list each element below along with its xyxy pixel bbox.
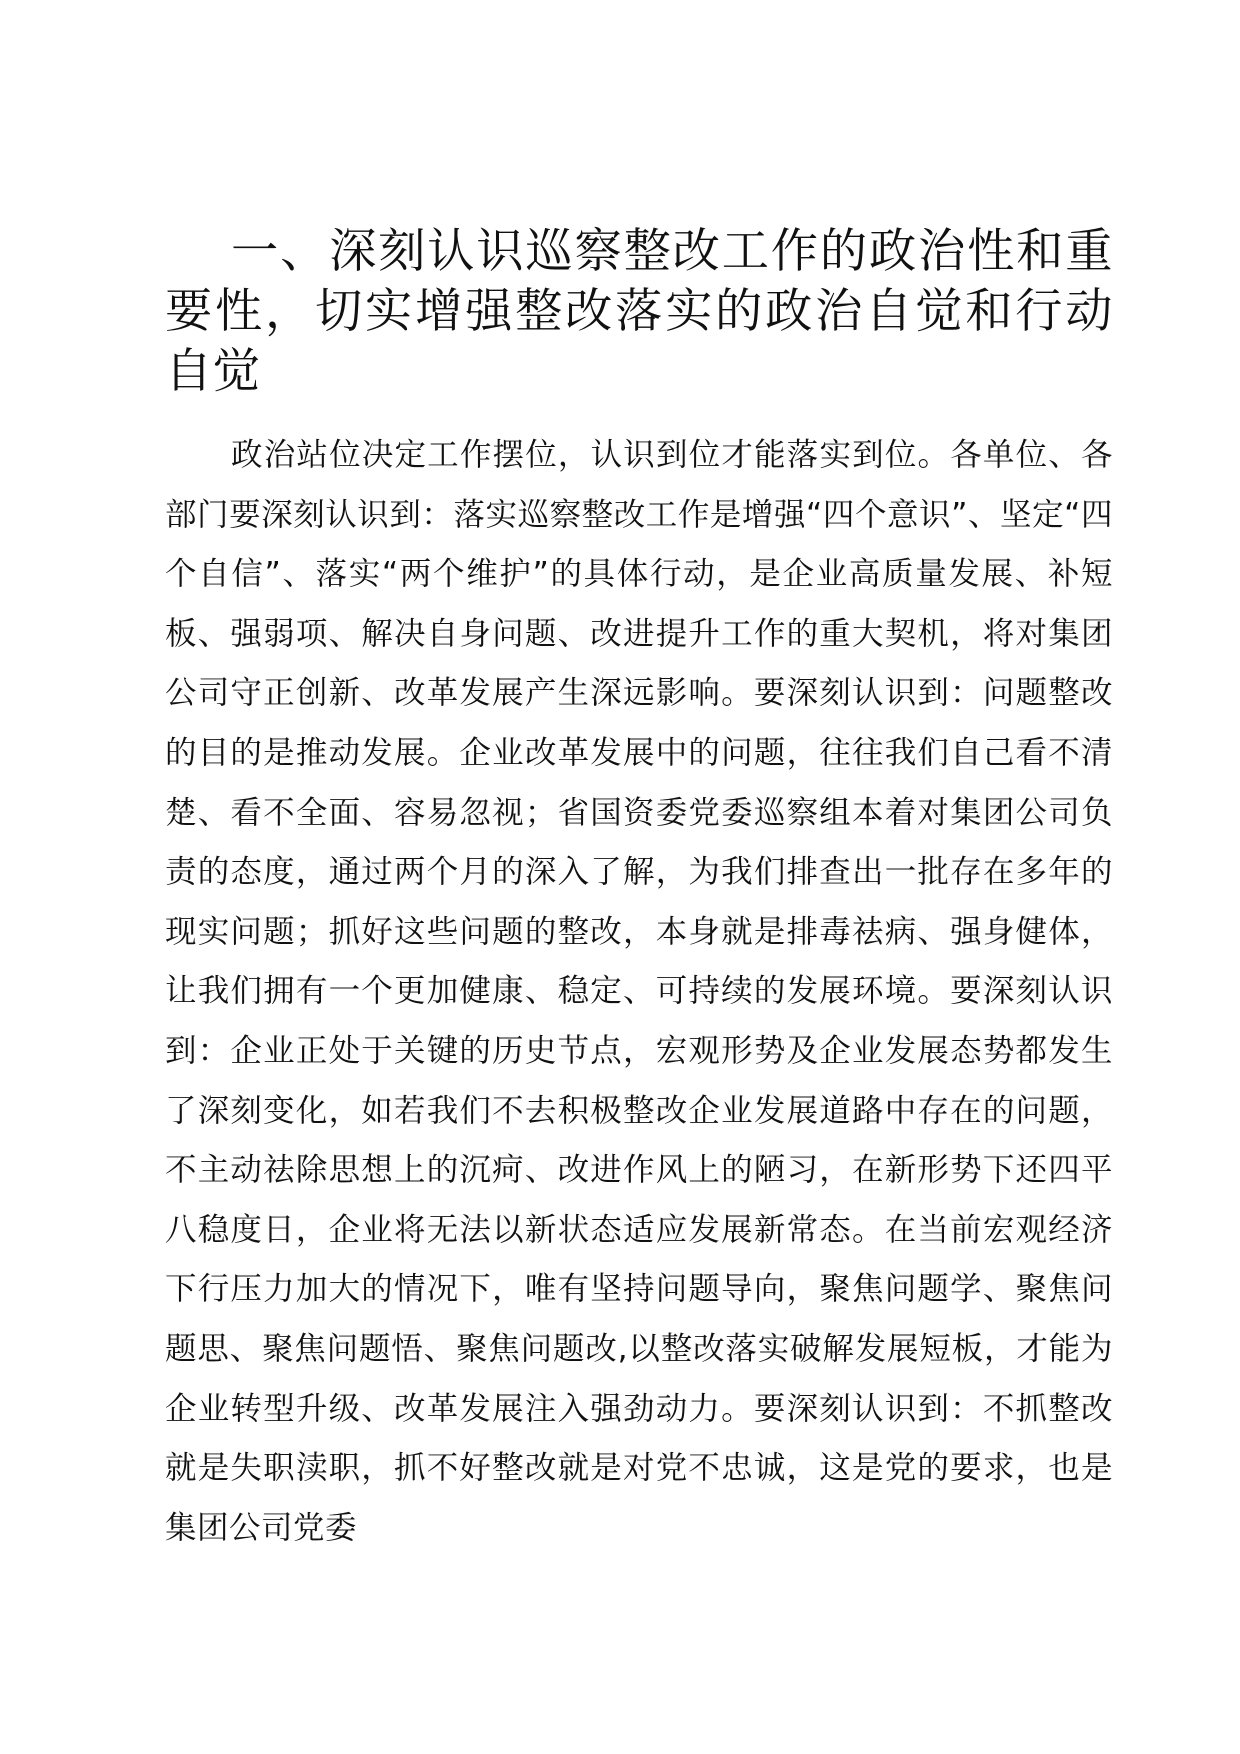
document-body [165, 222, 1113, 1558]
body-paragraph: 政治站位决定工作摆位，认识到位才能落实到位。各单位、各部门要深刻认识到：落实巡察整改工作是增强“四个意识”、坚定“四个自信”、落实“两个维护”的具体行动，是企业高质量发展、补短板、强弱项、解决自身问题、改进提升工作的重大契机，将对集团公司守正创新、改革发展产生深远影响。要深刻认识到：问题整改的目的是推动发展。企业改革发展中的问题，往往我们自己看不清楚、看不全面、容易忽视；省国资委党委巡察组本着对集团公司负责的态度，通过两个月的深入了解，为我们排查出一批存在多年的现实问题；抓好这些问题的整改，本身就是排毒祛病、强身健体，让我们拥有一个更加健康、稳定、可持续的发展环境。要深刻认识到：企业正处于关键的历史节点，宏观形势及企业发展态势都发生了深刻变化，如若我们不去积极整改企业发展道路中存在的问题，不主动祛除思想上的沉疴、改进作风上的陋习，在新形势下还四平八稳度日，企业将无法以新状态适应发展新常态。在当前宏观经济下行压力加大的情况下，唯有坚持问题导向，聚焦问题学、聚焦问题思、聚焦问题悟、聚焦问题改,以整改落实破解发展短板，才能为企业转型升级、改革发展注入强劲动力。要深刻认识到：不抓整改就是失职渎职，抓不好整改就是对党不忠诚，这是党的要求，也是集团公司党委 [165, 437, 1113, 1546]
section-heading: 一、深刻认识巡察整改工作的政治性和重要性，切实增强整改落实的政治自觉和行动自觉 [165, 224, 1113, 399]
